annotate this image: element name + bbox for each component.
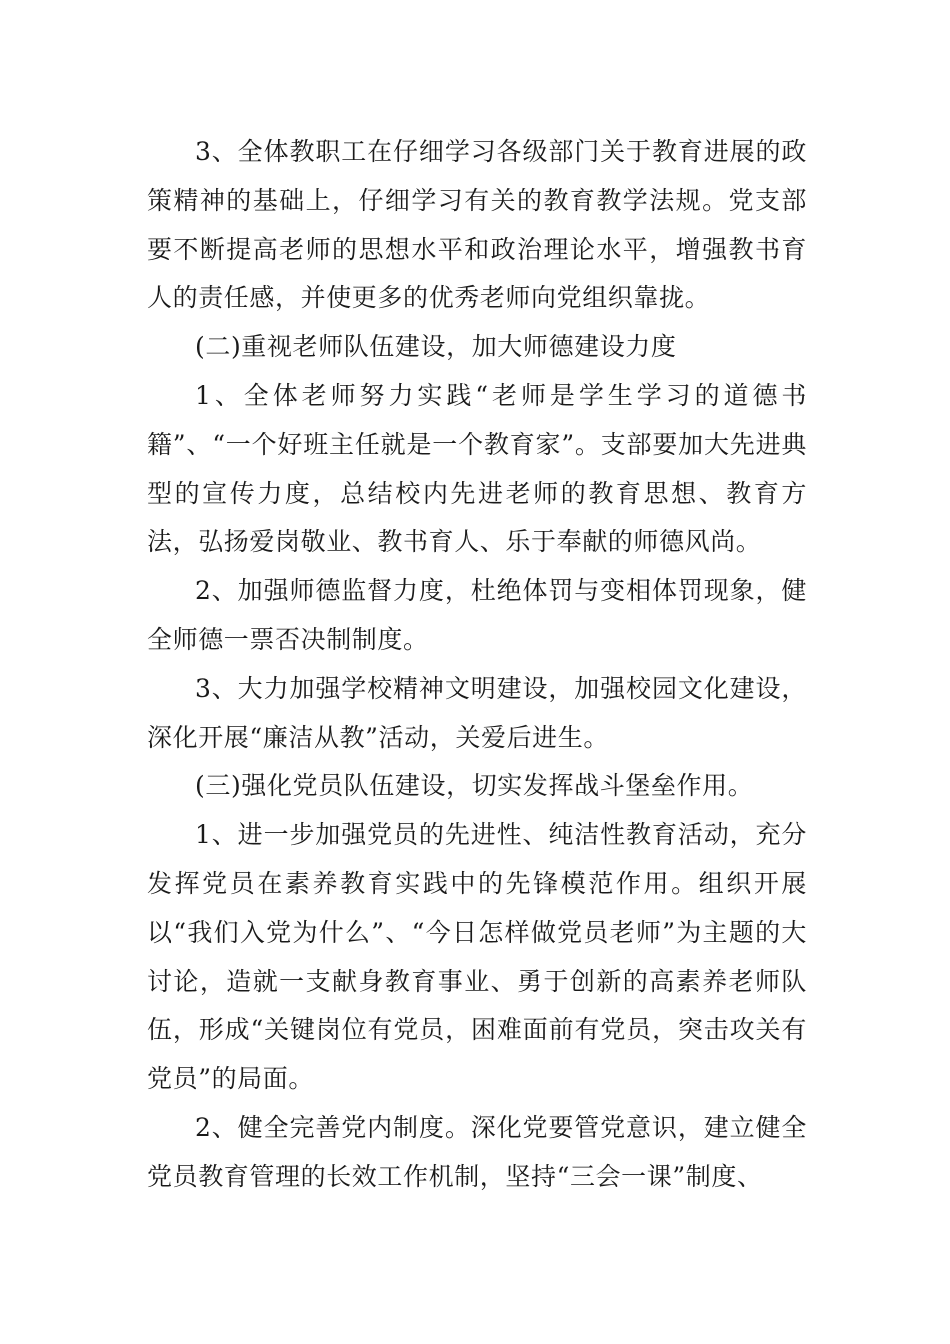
paragraph-item-3-study-policy: 3、全体教职工在仔细学习各级部门关于教育进展的政策精神的基础上，仔细学习有关的教育教学法规。党支部要不断提高老师的思想水平和政治理论水平，增强教书育人的责任感，并使更多的优秀老师向党组织靠拢。	[147, 137, 807, 313]
section-heading-teacher-team: (二)重视老师队伍建设，加大师德建设力度	[195, 332, 677, 362]
section-heading-party-members: (三)强化党员队伍建设，切实发挥战斗堡垒作用。	[195, 771, 754, 801]
paragraph-item-2-ethics-supervision: 2、加强师德监督力度，杜绝体罚与变相体罚现象，健全师德一票否决制制度。	[147, 576, 807, 654]
paragraph-item-1-party-education: 1、进一步加强党员的先进性、纯洁性教育活动，充分发挥党员在素养教育实践中的先锋模范作用。组织开展以“我们入党为什么”、“今日怎样做党员老师”为主题的大讨论，造就一支献身教育事业、勇于创新的高素养老师队伍，形成“关键岗位有党员，困难面前有党员，突击攻关有党员”的局面。	[147, 820, 807, 1094]
paragraph-item-3-campus-culture: 3、大力加强学校精神文明建设，加强校园文化建设，深化开展“廉洁从教”活动，关爱后进生。	[147, 673, 807, 752]
paragraph-item-1-teacher-practice: 1、全体老师努力实践“老师是学生学习的道德书籍”、“一个好班主任就是一个教育家”。支部要加大先进典型的宣传力度，总结校内先进老师的教育思想、教育方法，弘扬爱岗敬业、教书育人、乐于奉献的师德风尚。	[147, 380, 807, 557]
document-body	[147, 128, 807, 1202]
paragraph-item-2-party-system: 2、健全完善党内制度。深化党要管党意识，建立健全党员教育管理的长效工作机制，坚持“三会一课”制度、	[147, 1112, 807, 1191]
